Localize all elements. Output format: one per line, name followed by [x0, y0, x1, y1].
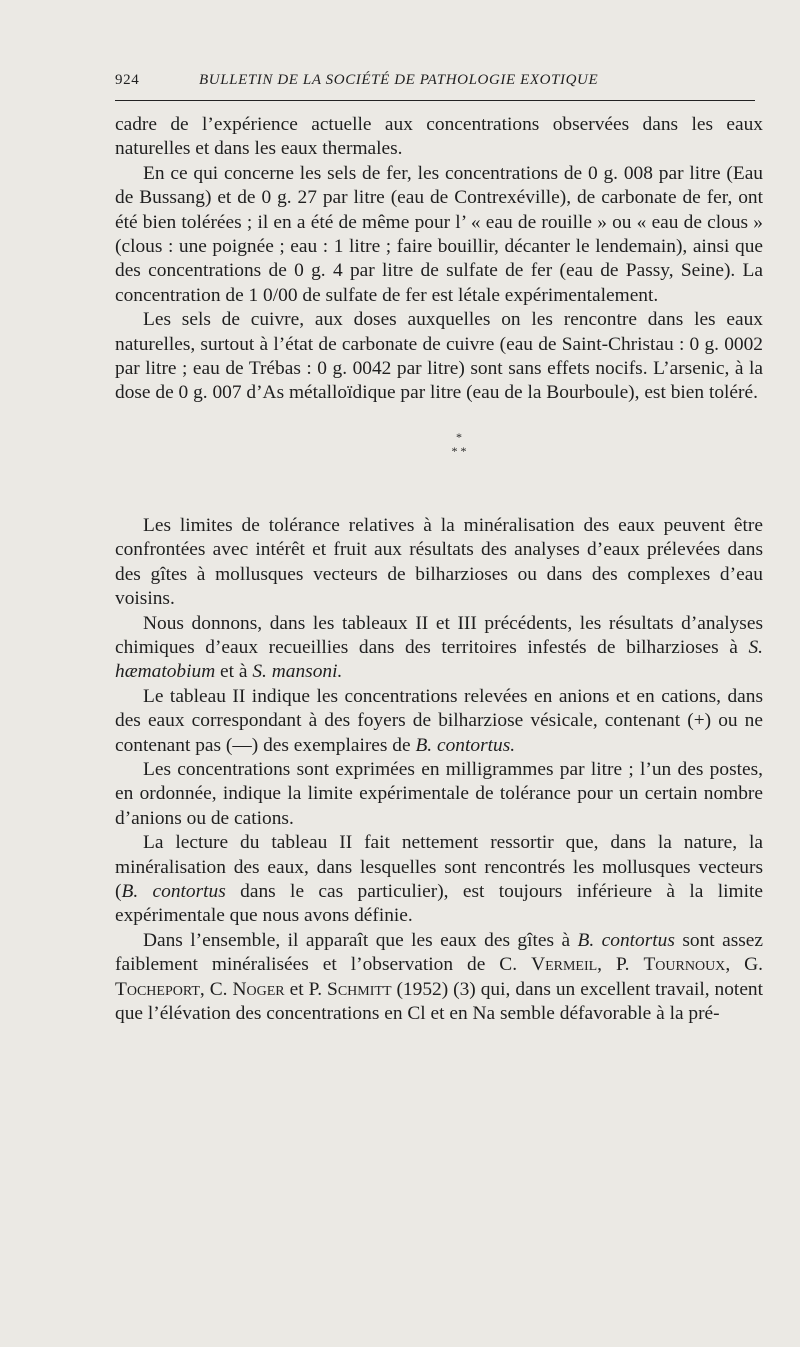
- p9-text-f: et P.: [284, 978, 328, 1000]
- header-rule: [115, 100, 755, 101]
- section-separator: [115, 430, 763, 458]
- p9-text-c: , P.: [597, 954, 644, 976]
- species-b-contortus: B. contortus: [577, 929, 675, 951]
- paragraph-3: Les sels de cuivre, aux doses auxquelles on les rencontre dans les eaux naturelles, surtout à l’état de carbonate de cuivre (eau de Saint-Christau : 0 g. 0002 par litre ; eau de Trébas : 0 g. 0042 par litre) sont sans effets nocifs. L’arsenic, à la dose de 0 g. 007 d’As métalloïdique par litre (eau de la Bourboule), est bien toléré.: [115, 309, 763, 404]
- paragraph-1: cadre de l’expérience actuelle aux concentrations observées dans les eaux naturelles et dans les eaux thermales.: [115, 114, 763, 160]
- species-b-contortus: B. contortus: [121, 880, 226, 902]
- paragraph-7: Les concentrations sont exprimées en milligrammes par litre ; l’un des postes, en ordonnée, indique la limite expérimentale de tolérance pour un certain nombre d’anions ou de cations.: [115, 758, 763, 829]
- paragraph-2: En ce qui concerne les sels de fer, les concentrations de 0 g. 008 par litre (Eau de Bussang) et de 0 g. 27 par litre (eau de Contrexéville), de carbonate de fer, ont été bien tolérées ; il en a été de même pour l’ « eau de rouille » ou « eau de clous » (clous : une poignée ; eau : 1 litre ; faire bouillir, décanter le lendemain), ainsi que des concentrations de 0 g. 4 par litre de sulfate de fer (eau de Passy, Seine). La concentration de 1 0/00 de sulfate de fer est létale expérimentalement.: [115, 162, 763, 306]
- p8-text-b: dans le cas particulier), est toujours inférieure à la limite expérimentale que nous avons définie.: [115, 880, 763, 927]
- p6-text: Le tableau II indique les concentrations relevées en anions et en cations, dans des eaux correspondant à des foyers de bilharziose vésicale, contenant (+) ou ne contenant pas (—) des exemplaires de: [115, 685, 763, 756]
- p9-text-a: Dans l’ensemble, il apparaît que les eaux des gîtes à: [143, 929, 578, 951]
- p5-text-b: et à: [215, 661, 253, 683]
- author-noger: Noger: [232, 978, 285, 1000]
- author-schmitt: Schmitt: [327, 978, 392, 1000]
- p9-text-d: , G.: [725, 954, 763, 976]
- paragraph-6: [115, 685, 763, 758]
- species-s-haematobium: S. hæmatobium: [115, 636, 763, 683]
- journal-title: BULLETIN DE LA SOCIÉTÉ DE PATHOLOGIE EXOTIQUE: [199, 72, 599, 88]
- page-number: 924: [115, 72, 140, 88]
- p9-text-g: (1952) (3) qui, dans un excellent travail, notent que l’élévation des concentrations en Cl et en Na semble défavorable à la pré-: [115, 978, 764, 1024]
- author-tournoux: Tournoux: [643, 954, 726, 976]
- species-b-contortus: B. contortus.: [415, 734, 516, 756]
- paragraph-5: [115, 612, 763, 685]
- asterisk-top: *: [456, 429, 462, 444]
- author-tocheport: Tocheport: [115, 978, 200, 1000]
- paragraph-9: [115, 929, 763, 1027]
- paragraph-4: Les limites de tolérance relatives à la minéralisation des eaux peuvent être confrontées avec intérêt et fruit aux résultats des analyses d’eaux prélevées dans des gîtes à mollusques vecteurs de bilharzioses ou dans des complexes d’eau voisins.: [115, 514, 763, 610]
- paragraph-8: [115, 831, 763, 929]
- author-vermeil: Vermeil: [531, 954, 598, 976]
- p9-text-e: , C.: [199, 978, 233, 1000]
- p9-text-b: sont assez faiblement minéralisées et l’observation de C.: [115, 929, 764, 976]
- species-s-mansoni: S. mansoni.: [252, 661, 343, 683]
- p8-text-a: La lecture du tableau II fait nettement ressortir que, dans la nature, la minéralisation des eaux, dans lesquelles sont rencontrés les mollusques vecteurs (: [115, 832, 763, 902]
- asterisks-bottom: * *: [451, 443, 467, 458]
- body-text: [115, 113, 763, 1026]
- p5-text-a: Nous donnons, dans les tableaux II et III précédents, les résultats d’analyses chimiques d’eaux recueillies dans des territoires infestés de bilharzioses à: [115, 612, 763, 658]
